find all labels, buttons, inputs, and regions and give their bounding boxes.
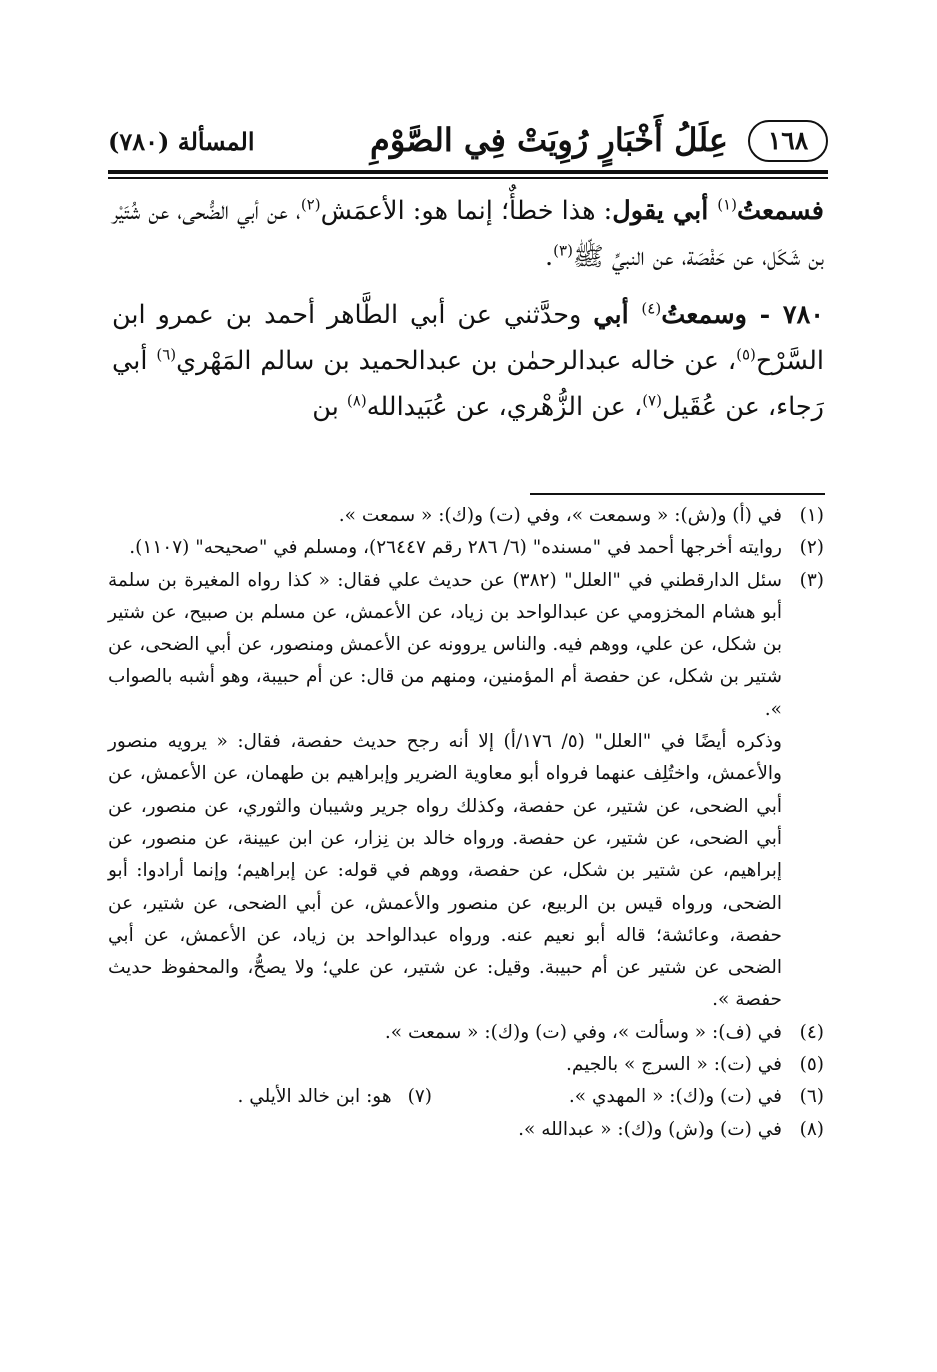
footnote-text: في (أ) و(ش): « وسمعت »، وفي (ت) و(ك): « سمعت ». [338,505,782,526]
footnote-number: (٤) [799,1021,824,1043]
footnote-ref[interactable]: (٧) [642,391,662,410]
footnote-5 [108,1049,824,1081]
footnote-1 [108,500,824,532]
footnote-text: في (ت) و(ك): « المهدي ». [568,1086,782,1108]
text-run: بن [312,392,347,422]
main-paragraph-2 [112,292,824,430]
footnote-ref[interactable]: (١) [717,195,737,214]
footnote-ref[interactable]: (٣) [553,241,573,260]
footnote-2 [108,532,824,564]
footnote-text: سئل الدارقطني في "العلل" (٣٨٢) عن حديث علي فقال: « كذا رواه المغيرة بن سلمة أبو هشام المخزومي عن عبدالواحد بن زياد، عن الأعمش، عن مسلم بن صبيح، عن شتير بن شكل، عن علي، ووهم فيه. والناس يروونه عن الأعمش ومنصور، عن أبي الضحى، عن شتير بن شكل، عن حفصة أم المؤمنين، ومنهم من قال: عن أم حبيبة، وهو أشبه بالصواب ». [108,569,782,720]
footnote-ref[interactable]: (٢) [300,195,321,214]
footnote-text: في (ت): « السرج » بالجيم. [566,1054,782,1076]
footnote-3-continued [108,726,824,1017]
header-rule-thin [108,177,828,179]
footnote-text: في (ت) و(ش) و(ك): « عبدالله ». [518,1118,782,1140]
footnote-ref[interactable]: (٥) [736,345,756,364]
text-run: ، عن الزُّهْري، عن عُبَيدالله [366,392,643,422]
footnote-number: (٣) [799,569,824,591]
footnote-text: روايته أخرجها أحمد في "مسنده" (٦/ ٢٨٦ رقم ٢٦٤٤٧)، ومسلم في "صحيحه" (١١٠٧). [129,537,782,559]
footnote-ref[interactable]: (٤) [641,299,662,318]
footnote-ref[interactable]: (٨) [346,391,367,410]
footnote-3 [108,565,824,726]
footnote-6-and-7 [108,1081,824,1113]
page-header [108,118,828,168]
footnote-ref[interactable]: (٦) [156,345,177,364]
text-run: : هذا خطأٌ؛ إنما هو: الأعمَش [320,196,613,226]
text-run: أبي [593,300,642,330]
main-text [112,188,824,430]
footnote-number: (١) [799,505,824,526]
footnote-number: (٢) [799,537,824,559]
footnotes [108,500,824,1146]
footnote-separator [530,493,825,495]
text-run: أبي رَجاء، عن عُقَيل [112,346,824,422]
footnote-number: (٧) [407,1086,432,1108]
footnote-4 [108,1017,824,1049]
text-run: . [545,242,554,272]
text-run: ، عن أبي الضُّحى، عن شُتَيْر بن شَكَل، عن حَفْصَة، عن النبيِّ ﷺ [112,196,824,272]
text-run: ، عن خاله عبدالرحمٰن بن عبدالحميد بن سالم المَهْري [176,346,737,376]
footnote-text: وذكره أيضًا في "العلل" (٥/ ١٧٦/أ) إلا أنه رجح حديث حفصة، فقال: « يرويه منصور والأعمش، واختُلِف عنهما فرواه أبو معاوية الضرير وإبراهيم بن طهمان، عن الأعمش، عن أبي الضحى، عن شتير، عن حفصة، وكذلك رواه جرير وشيبان والثوري، عن منصور، عن أبي الضحى، عن شتير، عن حفصة. ورواه خالد بن نِزار، عن ابن عيينة، عن منصور، عن إبراهيم، عن شتير بن شكل، عن حفصة، ووهم في قوله: عن إبراهيم؛ وإنما أرادوا: أبو الضحى، ورواه قيس بن الربيع، عن منصور والأعمش، عن أبي الضحى، عن شتير، عن حفصة، وعائشة؛ قاله أبو نعيم عنه. ورواه عبدالواحد بن زياد، عن الأعمش، عن أبي الضحى عن شتير عن أم حبيبة. وقيل: عن شتير، عن علي؛ ولا يصحُّ، والمحفوظ حديث حفصة ». [108,731,782,1011]
footnote-number: (٥) [799,1054,824,1076]
footnote-number: (٦) [799,1086,824,1108]
issue-number: ٧٨٠ - وسمعتُ [661,300,824,330]
issue-label: المسألة (٧٨٠) [108,127,255,156]
footnote-7 [238,1081,433,1113]
page-number: ١٦٨ [748,120,828,162]
footnote-text: في (ف): « وسألت »، وفي (ت) و(ك): « سمعت ». [384,1021,782,1043]
footnote-text: هو: ابن خالد الأيلي . [237,1086,392,1108]
text-run: وحدَّثني عن أبي الطَّاهر أحمد بن عمرو ابن السَّرْح [112,300,824,376]
text-run: أبي يقول [612,196,718,226]
footnote-number: (٨) [799,1118,824,1140]
footnote-8 [108,1114,824,1146]
main-paragraph-1 [112,188,824,280]
text-run: فسمعتُ [736,196,824,226]
book-title: عِلَلُ أَخْبَارٍ رُوِيَتْ فِي الصَّوْمِ [370,121,728,159]
header-rule-thick [108,170,828,174]
